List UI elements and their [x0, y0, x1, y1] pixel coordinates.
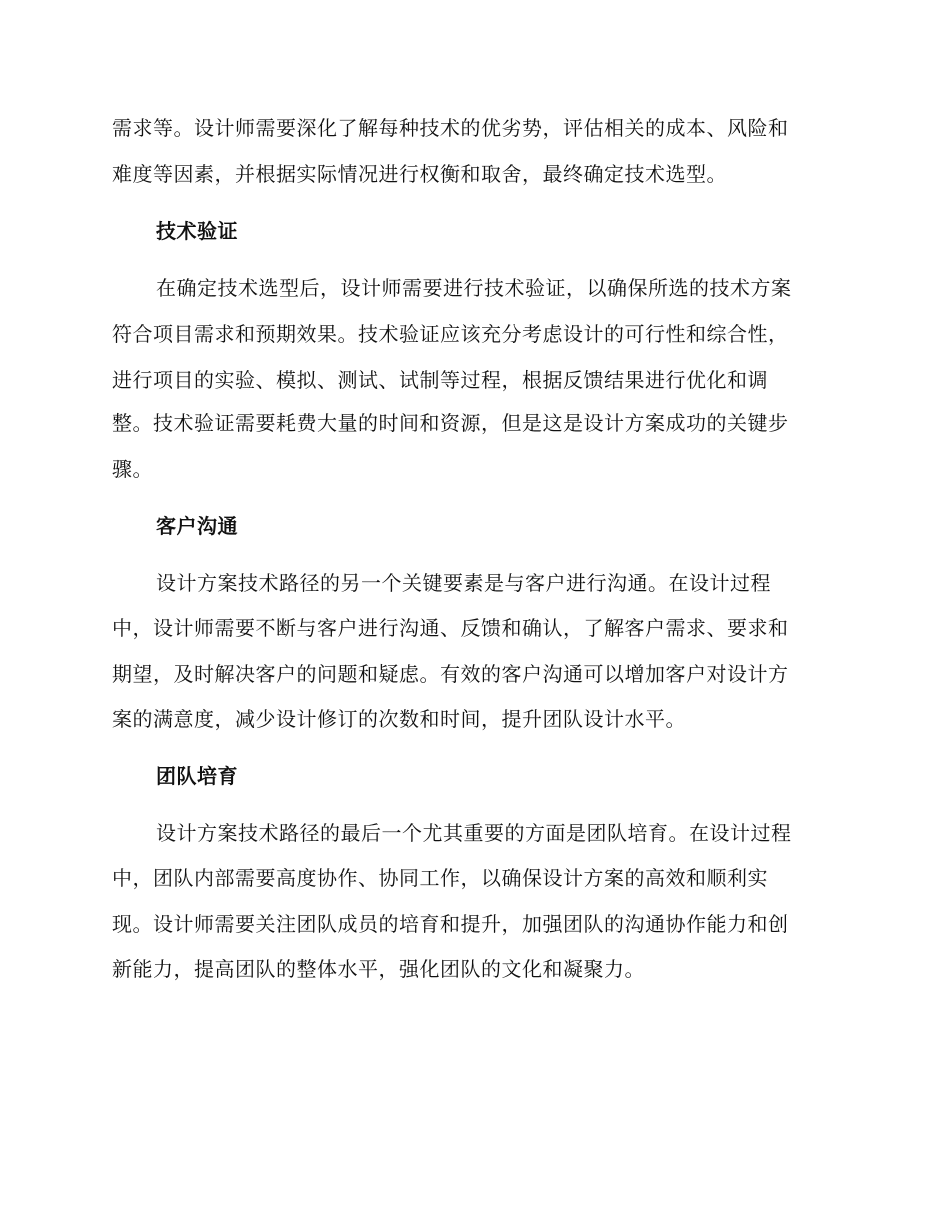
paragraph-line: 进行项目的实验、模拟、测试、试制等过程，根据反馈结果进行优化和调 — [112, 368, 768, 392]
paragraph-line: 设计方案技术路径的最后一个尤其重要的方面是团队培育。在设计过程 — [156, 821, 792, 845]
paragraph-line: 现。设计师需要关注团队成员的培育和提升，加强团队的沟通协作能力和创 — [112, 912, 789, 936]
paragraph-line: 新能力，提高团队的整体水平，强化团队的文化和凝聚力。 — [112, 957, 645, 981]
paragraph-line: 中，团队内部需要高度协作、协同工作，以确保设计方案的高效和顺利实 — [112, 866, 768, 890]
paragraph-line: 骤。 — [112, 457, 153, 481]
intro-line-2: 难度等因素，并根据实际情况进行权衡和取舍，最终确定技术选型。 — [112, 162, 727, 186]
paragraph-line: 在确定技术选型后，设计师需要进行技术验证，以确保所选的技术方案 — [156, 276, 792, 300]
section-heading-client-communication: 客户沟通 — [156, 514, 238, 538]
section-heading-team-building: 团队培育 — [156, 764, 238, 788]
paragraph-line: 中，设计师需要不断与客户进行沟通、反馈和确认，了解客户需求、要求和 — [112, 616, 789, 640]
paragraph-line: 符合项目需求和预期效果。技术验证应该充分考虑设计的可行性和综合性， — [112, 322, 789, 346]
paragraph-line: 案的满意度，减少设计修订的次数和时间，提升团队设计水平。 — [112, 707, 686, 731]
paragraph-line: 整。技术验证需要耗费大量的时间和资源，但是这是设计方案成功的关键步 — [112, 411, 789, 435]
paragraph-line: 设计方案技术路径的另一个关键要素是与客户进行沟通。在设计过程 — [156, 571, 771, 595]
section-heading-tech-validation: 技术验证 — [156, 219, 238, 243]
intro-line-1: 需求等。设计师需要深化了解每种技术的优劣势，评估相关的成本、风险和 — [112, 116, 789, 140]
paragraph-line: 期望，及时解决客户的问题和疑虑。有效的客户沟通可以增加客户对设计方 — [112, 662, 789, 686]
